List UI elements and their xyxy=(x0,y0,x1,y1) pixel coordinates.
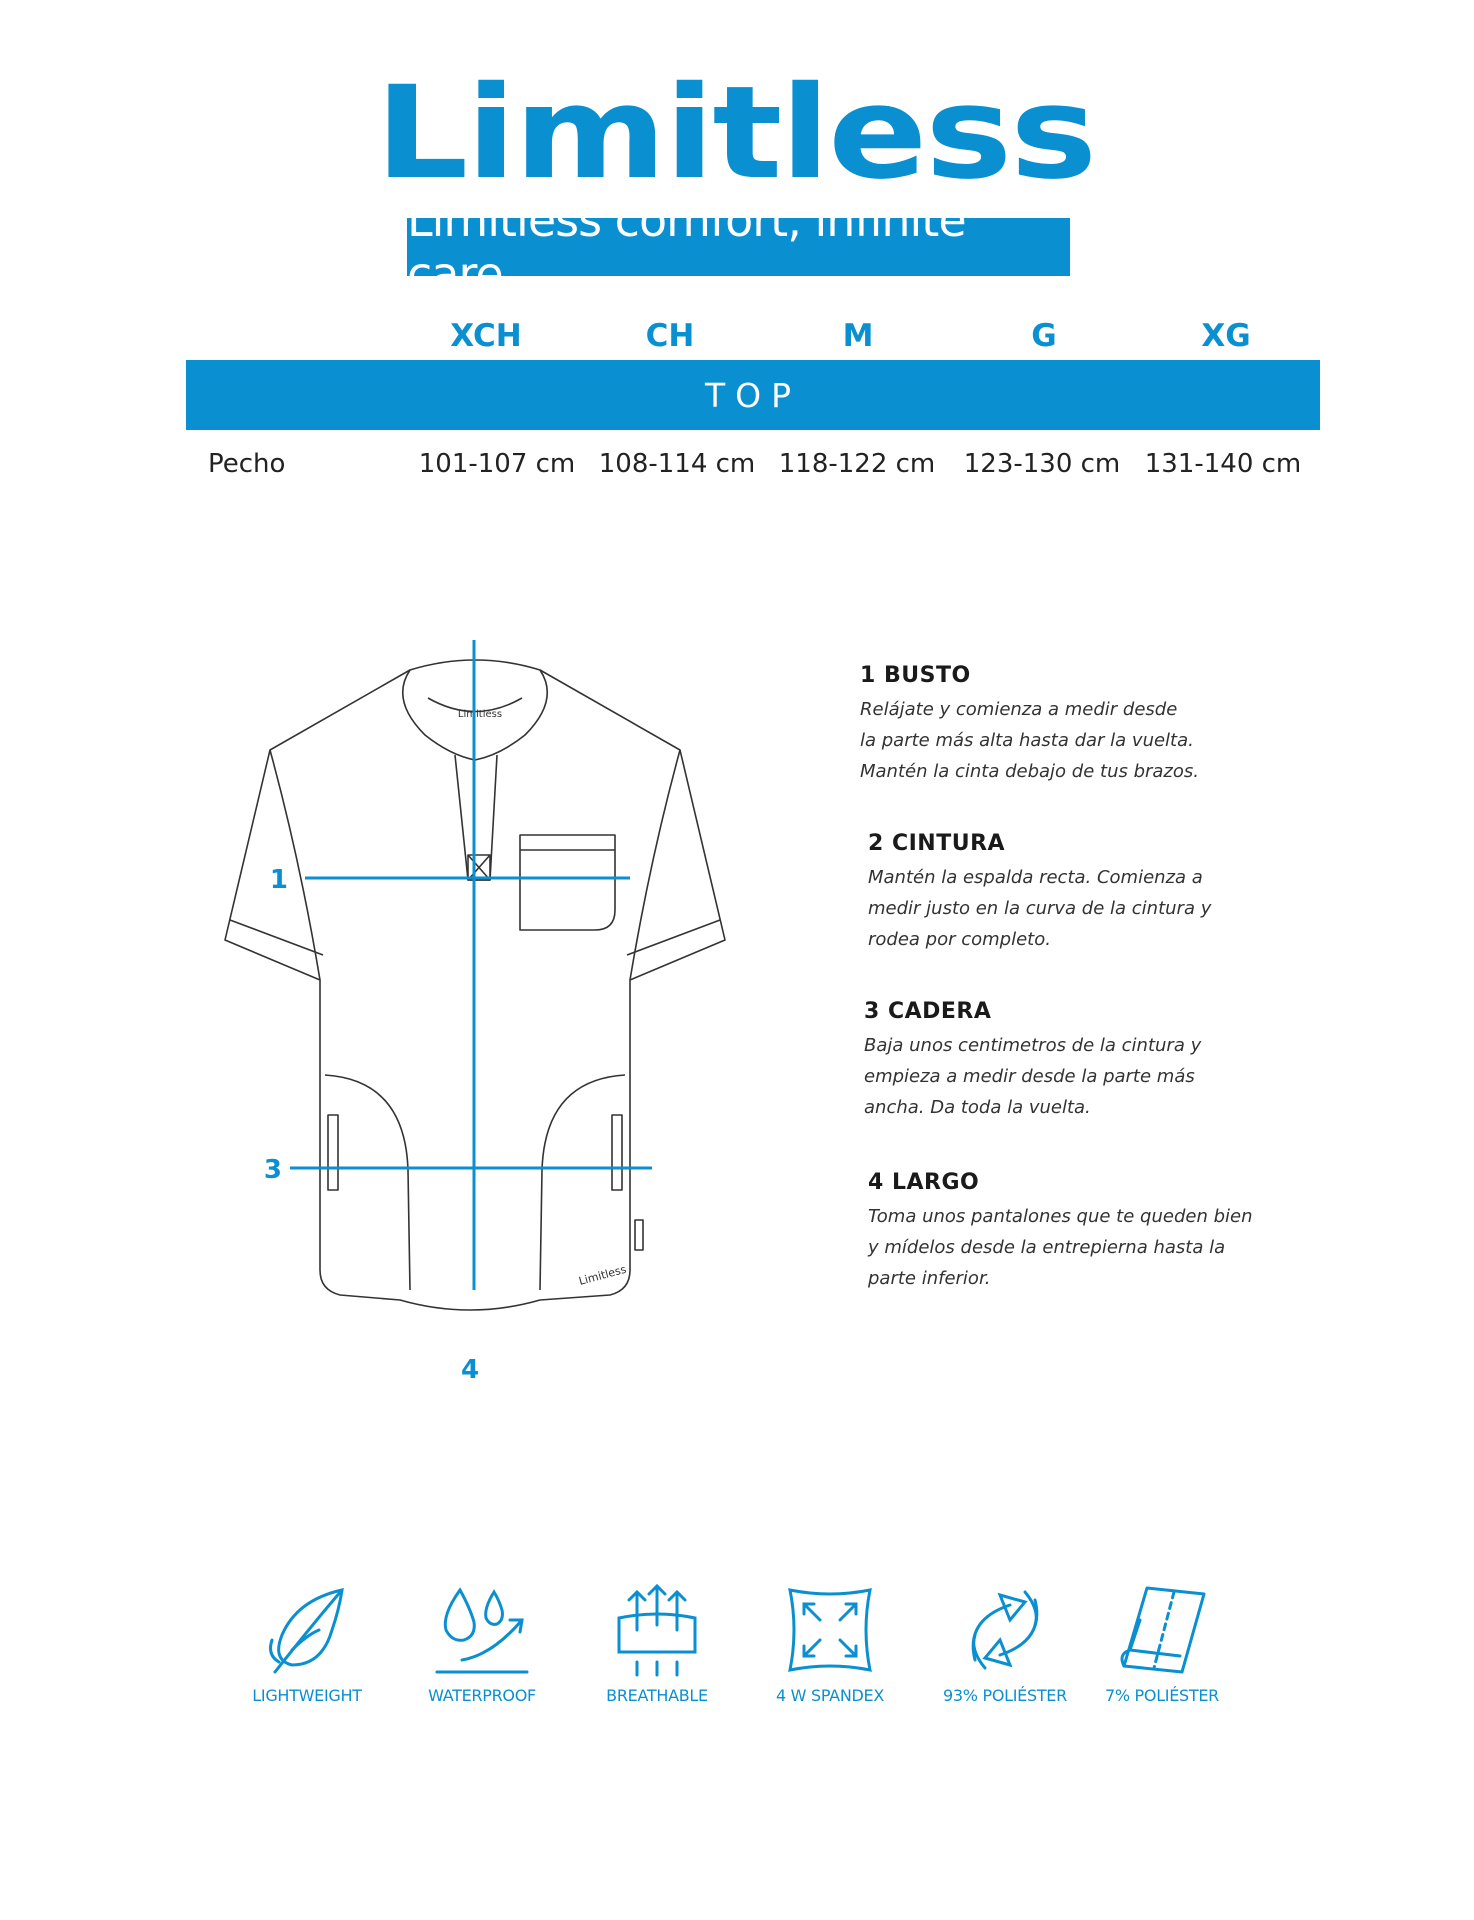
marker-length: 4 xyxy=(460,1355,480,1385)
feature-label: BREATHABLE xyxy=(606,1686,708,1705)
feature-waterproof xyxy=(407,1580,557,1705)
feature-polyester-93 xyxy=(930,1580,1080,1705)
water-drops-icon xyxy=(432,1580,532,1680)
measurement-row-label: Pecho xyxy=(208,449,286,479)
four-way-stretch-icon xyxy=(780,1580,880,1680)
instruction-cintura xyxy=(868,831,1288,955)
feature-lightweight xyxy=(232,1580,382,1705)
hem-label-tab xyxy=(635,1220,643,1250)
instruction-title: 2 CINTURA xyxy=(868,831,1006,856)
hem-label-text: Limitless xyxy=(577,1262,628,1288)
pecho-value-ch: 108-114 cm xyxy=(598,449,756,479)
breathable-arrows-icon xyxy=(607,1580,707,1680)
feature-label: WATERPROOF xyxy=(428,1686,536,1705)
instruction-text: Mantén la espalda recta. Comienza a medir justo en la curva de la cintura y rodea por completo. xyxy=(868,867,1212,950)
pecho-value-xch: 101-107 cm xyxy=(418,449,576,479)
left-side-tab xyxy=(328,1115,338,1190)
left-cuff xyxy=(230,920,323,955)
marker-hip: 3 xyxy=(263,1155,282,1185)
brand-logo-graphic xyxy=(370,72,1100,192)
feature-label: 4 W SPANDEX xyxy=(776,1686,884,1705)
feature-spandex xyxy=(755,1580,905,1705)
pecho-value-xg: 131-140 cm xyxy=(1144,449,1302,479)
feature-label: 93% POLIÉSTER xyxy=(943,1686,1067,1705)
fabric-roll-icon xyxy=(1112,1580,1212,1680)
size-header-row xyxy=(0,318,1474,358)
recycle-arrows-icon xyxy=(955,1580,1055,1680)
size-label-xg: XG xyxy=(1201,318,1251,354)
instruction-busto xyxy=(860,663,1280,787)
tagline-text: Limitless comfort, infinite care xyxy=(407,193,966,301)
polo-shirt-illustration xyxy=(210,630,750,1390)
instruction-title: 3 CADERA xyxy=(864,999,992,1024)
feather-icon xyxy=(257,1580,357,1680)
section-title: TOP xyxy=(704,375,802,415)
pecho-value-m: 118-122 cm xyxy=(778,449,936,479)
right-sleeve-seam xyxy=(630,750,680,980)
feature-label: LIGHTWEIGHT xyxy=(252,1686,362,1705)
right-side-tab xyxy=(612,1115,622,1190)
size-label-ch: CH xyxy=(645,318,695,354)
feature-icons-row xyxy=(0,1580,1474,1710)
feature-label: 7% POLIÉSTER xyxy=(1104,1686,1219,1705)
feature-polyester-7 xyxy=(1087,1580,1237,1705)
right-cuff xyxy=(627,920,720,955)
brand-logo xyxy=(370,72,1100,192)
instruction-text: Baja unos centimetros de la cintura y empieza a medir desde la parte más ancha. Da toda la vuelta. xyxy=(864,1035,1202,1118)
instruction-largo xyxy=(868,1170,1288,1294)
neck-label-text: Limitless xyxy=(457,709,503,720)
size-label-g: G xyxy=(1031,318,1057,354)
instruction-text: Relájate y comienza a medir desde la parte más alta hasta dar la vuelta. Mantén la cinta debajo de tus brazos. xyxy=(860,699,1199,782)
marker-bust: 1 xyxy=(269,865,288,895)
tagline-banner xyxy=(407,193,1070,301)
instruction-title: 4 LARGO xyxy=(868,1170,980,1195)
section-title-band xyxy=(186,360,1320,430)
instruction-text: Toma unos pantalones que te queden bien y mídelos desde la entrepierna hasta la parte inferior. xyxy=(868,1206,1253,1289)
size-label-m: M xyxy=(842,318,874,354)
pecho-value-g: 123-130 cm xyxy=(963,449,1121,479)
instruction-cadera xyxy=(864,999,1284,1123)
instruction-title: 1 BUSTO xyxy=(860,663,971,688)
size-label-xch: XCH xyxy=(450,318,522,354)
brand-logo-text: Limitless xyxy=(375,72,1095,192)
feature-breathable xyxy=(582,1580,732,1705)
garment-diagram xyxy=(210,630,750,1390)
